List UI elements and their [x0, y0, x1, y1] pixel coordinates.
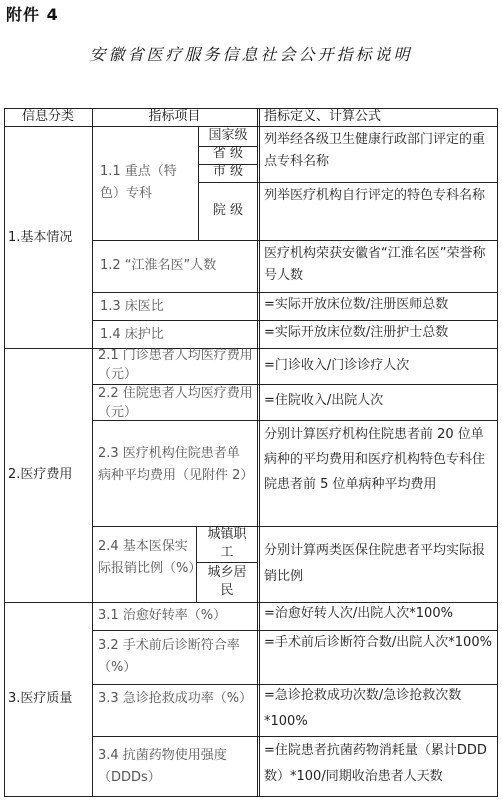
- item-bed-doctor-ratio: 1.3 床医比: [100, 299, 164, 314]
- definition-inpatient-cost: =住院收入/出院人次: [264, 393, 384, 408]
- row-divider: [92, 292, 498, 293]
- definition-bed-nurse-ratio: =实际开放床位数/注册护士总数: [264, 325, 449, 340]
- item-single-disease-cost: 2.3 医疗机构住院患者单病种平均费用（见附件 2）: [98, 446, 254, 483]
- document-title: 安徽省医疗服务信息社会公开指标说明: [89, 45, 413, 64]
- category-quality: 3.医疗质量: [8, 691, 73, 706]
- level-divider: [198, 182, 498, 183]
- table-left-border: [4, 108, 5, 796]
- item-cure-rate: 3.1 治愈好转率（%）: [98, 608, 227, 623]
- column-divider: [92, 108, 93, 796]
- item-reimbursement-ratio: 2.4 基本医保实际报销比例（%）: [98, 539, 202, 576]
- header-category: 信息分类: [21, 109, 74, 124]
- definition-outpatient-cost: =门诊收入/门诊诊疗人次: [264, 358, 410, 373]
- definition-feature-specialty: 列举医疗机构自行评定的特色专科名称: [264, 188, 486, 203]
- category-cost: 2.医疗费用: [8, 467, 73, 482]
- attachment-label: 附件 4: [6, 5, 59, 24]
- item-diagnosis-match: 3.2 手术前后诊断符合率（%）: [98, 638, 240, 675]
- header-item: 指标项目: [148, 109, 201, 124]
- row-divider: [92, 526, 498, 527]
- definition-bed-doctor-ratio: =实际开放床位数/注册医师总数: [264, 297, 449, 312]
- sub-urban-rural-resident: 城乡居民: [207, 565, 247, 598]
- item-antibiotic-intensity: 3.4 抗菌药物使用强度（DDDs）: [98, 748, 227, 785]
- row-divider: [92, 320, 498, 321]
- level-hospital: 院 级: [212, 203, 244, 218]
- item-inpatient-cost: 2.2 住院患者人均医疗费用（元）: [98, 386, 253, 420]
- definition-jianghuai-doctors: 医疗机构荣获安徽省“江淮名医”荣誉称号人数: [264, 246, 486, 283]
- item-jianghuai-doctors: 1.2 “江淮名医”人数: [100, 258, 217, 273]
- definition-rescue-rate: =急诊抢救成功次数/急诊抢救次数*100%: [264, 688, 462, 729]
- definition-cure-rate: =治愈好转人次/出院人次*100%: [264, 606, 453, 621]
- definition-reimbursement-ratio: 分别计算两类医保住院患者平均实际报销比例: [264, 543, 486, 584]
- table-bottom-border: [4, 796, 498, 797]
- level-national: 国家级: [208, 128, 248, 143]
- row-divider: [92, 736, 498, 737]
- row-divider: [92, 240, 498, 241]
- item-key-specialty: 1.1 重点（特色）专科: [100, 164, 177, 201]
- level-provincial: 省 级: [212, 146, 244, 161]
- definition-antibiotic-intensity: =住院患者抗菌药物消耗量（累计DDD数）*100/同期收治患者人天数: [264, 743, 487, 784]
- item-outpatient-cost: 2.1 门诊患者人均医疗费用（元）: [98, 348, 253, 382]
- definition-key-specialty: 列举经各级卫生健康行政部门评定的重点专科名称: [264, 132, 486, 169]
- item-rescue-rate: 3.3 急诊抢救成功率（%）: [98, 691, 253, 706]
- sub-urban-employee: 城镇职工: [207, 527, 247, 560]
- definition-single-disease-cost: 分别计算医疗机构住院患者前 20 位单病种的平均费用和医疗机构特色专科住院患者前 5 位单病种平均费用: [264, 427, 486, 492]
- table-right-border: [497, 108, 498, 796]
- sub-divider: [196, 562, 258, 563]
- category-basic: 1.基本情况: [8, 230, 73, 245]
- definition-diagnosis-match: =手术前后诊断符合数/出院人次*100%: [264, 635, 492, 650]
- item-bed-nurse-ratio: 1.4 床护比: [100, 327, 164, 342]
- level-municipal: 市 级: [212, 164, 244, 179]
- header-definition: 指标定义、计算公式: [264, 109, 382, 124]
